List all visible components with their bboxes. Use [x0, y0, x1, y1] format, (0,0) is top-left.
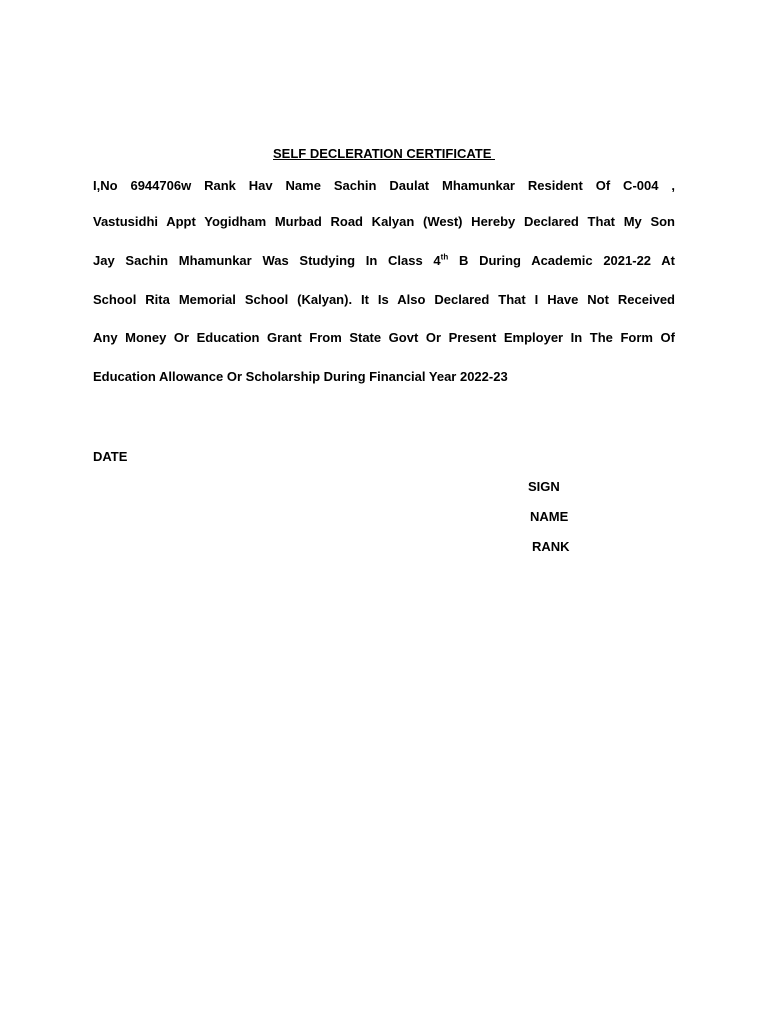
body-line-4: School Rita Memorial School (Kalyan). It Is Also Declared That I Have Not Received: [93, 292, 675, 307]
certificate-title: SELF DECLERATION CERTIFICATE: [273, 146, 495, 161]
superscript-th: th: [440, 252, 449, 262]
body-line-6: Education Allowance Or Scholarship During Financial Year 2022-23: [93, 369, 508, 384]
rank-label: RANK: [532, 539, 570, 554]
body-line-3: [93, 253, 675, 269]
body-line-3-end: B During Academic 2021-22 At: [448, 253, 675, 268]
body-line-3-start: Jay Sachin Mhamunkar Was Studying In Class 4: [93, 253, 441, 268]
body-line-1: I,No 6944706w Rank Hav Name Sachin Daulat Mhamunkar Resident Of C-004 ,: [93, 178, 675, 193]
date-label: DATE: [93, 449, 128, 464]
name-label: NAME: [530, 509, 569, 524]
sign-label: SIGN: [528, 479, 560, 494]
body-line-2: Vastusidhi Appt Yogidham Murbad Road Kalyan (West) Hereby Declared That My Son: [93, 214, 675, 229]
body-line-5: Any Money Or Education Grant From State Govt Or Present Employer In The Form Of: [93, 330, 675, 345]
